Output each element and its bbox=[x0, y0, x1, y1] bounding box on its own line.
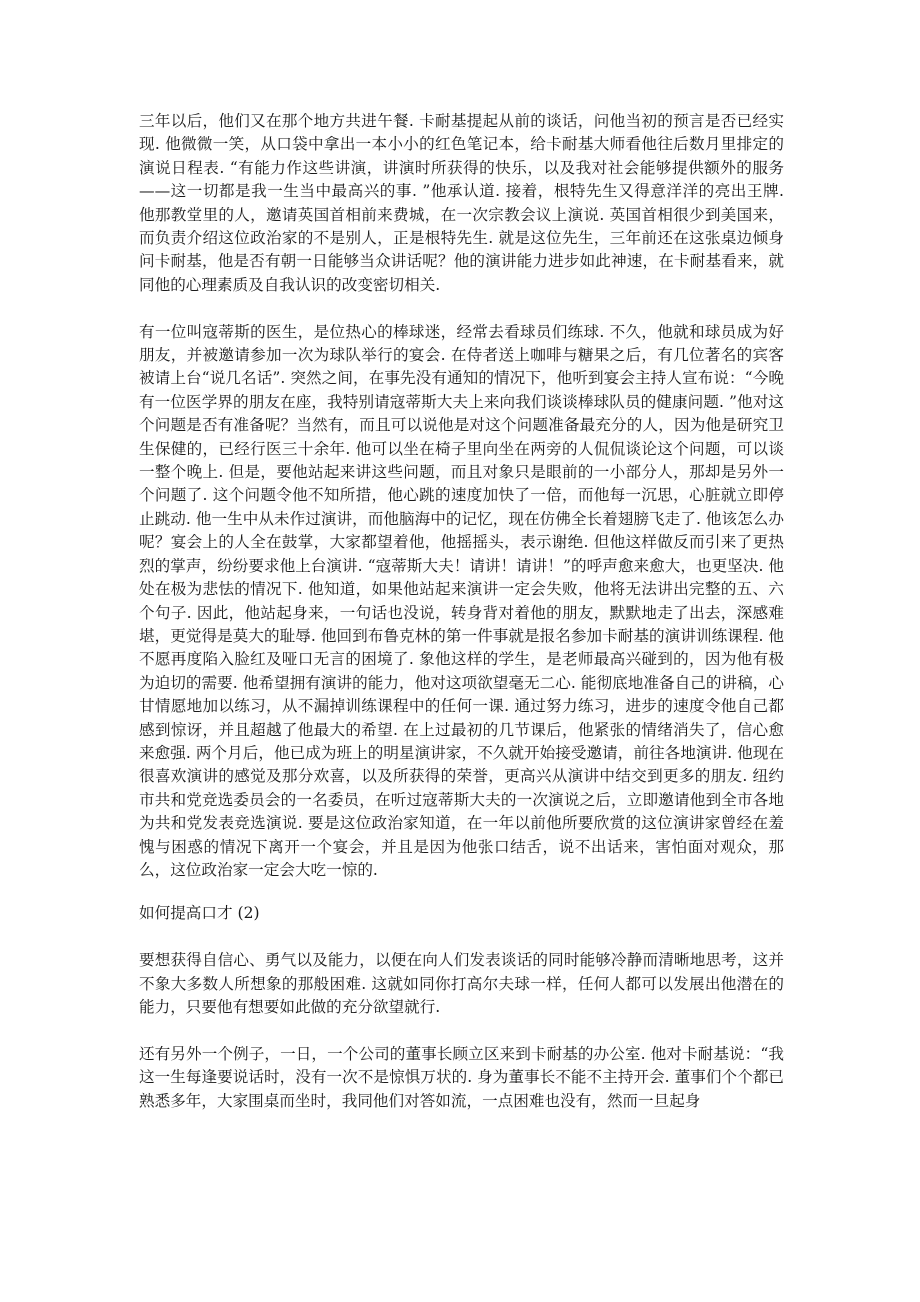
paragraph-lunch-again: 三年以后，他们又在那个地方共进午餐. 卡耐基提起从前的谈话，问他当初的预言是否已经实现. 他微微一笑，从口袋中拿出一本小小的红色笔记本，给卡耐基大师看他往后数月里排定的演说日程表. “有能力作这些讲演，讲演时所获得的快乐，以及我对社会能够提供额外的服务——这一切都是我一生当中最高兴的事. ”他承认道. 接着，根特先生又得意洋洋的亮出王牌. 他那教堂里的人，邀请英国首相前来费城，在一次宗教会议上演说. 英国首相很少到美国来，而负责介绍这位政治家的不是别人，正是根特先生. 就是这位先生，三年前还在这张桌边倾身问卡耐基，他是否有朝一日能够当众讲话呢？他的演讲能力进步如此神速，在卡耐基看来，就同他的心理素质及自我认识的改变密切相关. bbox=[139, 112, 784, 294]
paragraph-doctor-curtis: 有一位叫寇蒂斯的医生，是位热心的棒球迷，经常去看球员们练球. 不久，他就和球员成为好朋友，并被邀请参加一次为球队举行的宴会. 在侍者送上咖啡与糖果之后，有几位著名的宾客被请上台“说几名话”. 突然之间，在事先没有通知的情况下，他听到宴会主持人宣布说：“今晚有一位医学界的朋友在座，我特别请寇蒂斯大夫上来向我们谈谈棒球队员的健康问题. ”他对这个问题是否有准备呢？当然有，而且可以说他是对这个问题准备最充分的人，因为他是研究卫生保健的，已经行医三十余年. 他可以坐在椅子里向坐在两旁的人侃侃谈论这个问题，可以谈一整个晚上. 但是，要他站起来讲这些问题，而且对象只是眼前的一小部分人，那却是另外一个问题了. 这个问题令他不知所措，他心跳的速度加快了一倍，而他每一沉思，心脏就立即停止跳动. 他一生中从未作过演讲，而他脑海中的记忆，现在仿佛全长着翅膀飞走了. 他该怎么办呢？宴会上的人全在鼓掌，大家都望着他，他摇摇头，表示谢绝. 但他这样做反而引来了更热烈的掌声，纷纷要求他上台演讲. “寇蒂斯大夫！请讲！请讲！”的呼声愈来愈大，也更坚决. 他处在极为悲怯的情况下. 他知道，如果他站起来演讲一定会失败，他将无法讲出完整的五、六个句子. 因此，他站起身来，一句话也没说，转身背对着他的朋友，默默地走了出去，深感难堪，更觉得是莫大的耻辱. 他回到布鲁克林的第一件事就是报名参加卡耐基的演讲训练课程. 他不愿再度陷入脸红及哑口无言的困境了. 象他这样的学生，是老师最高兴碰到的，因为他有极为迫切的需要. 他希望拥有演讲的能力，他对这项欲望毫无二心. 能彻底地准备自己的讲稿，心甘情愿地加以练习，从不漏掉训练课程中的任何一课. 通过努力练习，进步的速度令他自己都感到惊讶，并且超越了他最大的希望. 在上过最初的几节课后，他紧张的情绪消失了，信心愈来愈强. 两个月后，他已成为班上的明星演讲家，不久就开始接受邀请，前往各地演讲. 他现在很喜欢演讲的感觉及那分欢喜，以及所获得的荣誉，更高兴从演讲中结交到更多的朋友. 纽约市共和党竞选委员会的一名委员，在听过寇蒂斯大夫的一次演说之后，立即邀请他到全市各地为共和党发表竞选演说. 要是这位政治家知道，在一年以前他所要欣赏的这位演讲家曾经在羞愧与困惑的情况下离开一个宴会，并且是因为他张口结舌，说不出话来，害怕面对观众，那么，这位政治家一定会大吃一惊的. bbox=[139, 322, 784, 879]
paragraph-gap bbox=[139, 926, 784, 949]
paragraph-gap bbox=[139, 1019, 784, 1042]
paragraph-chairman-example: 还有另外一个例子，一日，一个公司的董事长顾立区来到卡耐基的办公室. 他对卡耐基说：“我这一生每逢要说话时，没有一次不是惊惧万状的. 身为董事长不能不主持开会. 董事们个个都已熟悉多年，大家围桌而坐时，我同他们对答如流，一点困难也没有，然而一旦起身 bbox=[139, 1044, 784, 1110]
document-body bbox=[139, 110, 784, 1113]
paragraph-confidence: 要想获得自信心、勇气以及能力，以便在向人们发表谈话的同时能够冷静而清晰地思考，这并不象大多数人所想象的那般困难. 这就如同你打高尔夫球一样，任何人都可以发展出他潜在的能力，只要他有想要如此做的充分欲望就行. bbox=[139, 951, 784, 1016]
section-heading: 如何提高口才 (2) bbox=[139, 904, 260, 923]
paragraph-gap bbox=[139, 297, 784, 320]
paragraph-gap bbox=[139, 882, 784, 902]
